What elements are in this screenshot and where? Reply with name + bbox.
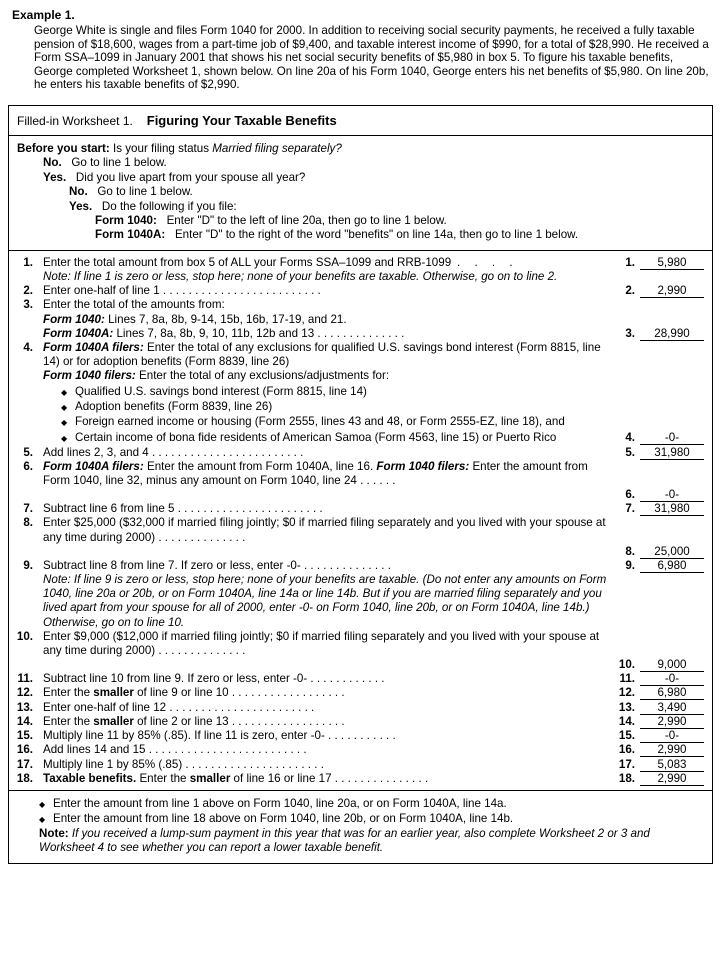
before-form1040-text: Enter "D" to the left of line 20a, then go to line 1 below. [166, 214, 447, 227]
before-sub-yes-line [69, 200, 704, 214]
line-ref-number: 13. [618, 700, 635, 714]
line-amount[interactable]: 2,990 [640, 743, 704, 757]
line-ref-number: 6. [625, 488, 635, 502]
bullet-icon: ◆ [61, 417, 68, 427]
line-amount[interactable]: 9,000 [640, 658, 704, 672]
form-1040a-text: Lines 7, 8a, 8b, 9, 10, 11b, 12b and 13 [116, 326, 315, 340]
line-text-main: Enter the total amount from box 5 of ALL your Forms SSA–1099 and RRB-1099 [43, 255, 452, 269]
line-text-main: Enter one-half of line 1 [43, 284, 160, 298]
line-number: 16. [16, 743, 33, 757]
line-text-emphasis: smaller [93, 714, 134, 728]
worksheet-line-6 [9, 460, 712, 488]
worksheet-line-10-amount-row [9, 658, 712, 672]
line-text-main: Add lines 14 and 15 [43, 743, 146, 757]
line-amount[interactable]: -0- [640, 431, 704, 445]
line-amount[interactable]: 5,083 [640, 758, 704, 772]
before-form1040-label: Form 1040: [95, 214, 157, 227]
line-number: 6. [23, 459, 33, 473]
line-ref-number: 8. [625, 544, 635, 558]
form-1040-filers-label: Form 1040 filers: [43, 369, 136, 383]
worksheet-line-1-note [9, 270, 712, 284]
before-no-line [43, 156, 704, 170]
before-sub-no-label: No. [69, 185, 88, 199]
spacer [640, 341, 704, 354]
worksheet-line-16 [9, 743, 712, 757]
worksheet-line-2 [9, 284, 712, 298]
line-text-main: Add lines 2, 3, and 4 [43, 445, 149, 459]
line-amount[interactable]: 6,980 [640, 559, 704, 573]
worksheet-line-11 [9, 672, 712, 686]
leader-dots: . . . . . . . . . . . . . . [314, 326, 405, 340]
line-ref-number: 18. [618, 771, 635, 785]
line-text [37, 715, 616, 729]
worksheet-line-3 [9, 298, 712, 312]
line-ref-number: 5. [625, 445, 635, 459]
before-form1040a-text: Enter "D" to the right of the word "benefits" on line 14a, then go to line 1 below. [174, 228, 579, 242]
worksheet-line-8-amount-row [9, 545, 712, 559]
leader-dots: . . . . . . . . . . . . . . . . . . . . . . . [174, 502, 323, 516]
line-6-body: Enter the amount from Form 1040A, line 16. [146, 459, 374, 473]
line-text [37, 701, 616, 715]
bullet-text: Certain income of bona fide residents of American Samoa (Form 4563, line 15) or Puerto Rico [75, 430, 557, 444]
leader-dots: . . . . . . . . . . . . . . . . . . . . . . . . . [159, 284, 321, 298]
worksheet-header-number: Filled-in Worksheet 1. [17, 113, 133, 128]
spacer [640, 298, 704, 311]
before-start-question-italic: Married filing separately? [212, 141, 342, 155]
line-6-text [37, 460, 616, 488]
example-title: Example 1. [12, 8, 75, 22]
bullet-icon: ◆ [61, 433, 68, 443]
worksheet-lines [9, 251, 712, 791]
example-block [8, 8, 713, 92]
worksheet-line-3-sub1 [9, 313, 712, 327]
line-ref-number: 2. [625, 284, 635, 298]
line-amount[interactable]: 2,990 [640, 715, 704, 729]
line-4-text-2 [37, 369, 616, 383]
before-start-label: Before you start: [17, 141, 110, 155]
line-number: 10. [16, 629, 33, 643]
leader-dots: . . . . . . . . . . . . . . [300, 558, 391, 572]
line-number: 1. [23, 255, 33, 269]
bullet-icon: ◆ [61, 402, 68, 412]
line-text-main: Multiply line 11 by 85% (.85). If line 11 is zero, enter -0- [43, 729, 325, 743]
form-1040a-filers-label: Form 1040A filers: [43, 459, 144, 473]
worksheet-footer [9, 791, 712, 863]
line-number: 7. [23, 502, 33, 516]
line-text-main: Subtract line 10 from line 9. If zero or less, enter -0- [43, 672, 308, 686]
line-9-note-text: Note: If line 9 is zero or less, stop here; none of your benefits are taxable. (Do not enter any amounts on Form 1040, line 20a or 20b, or on Form 1040A, line 14a or line 14b. But if you are married filing separately and you lived apart from your spouse for all of 2000, enter -0- on Form 1040, line 20b, or on Form 1040A, line 14b.) Otherwise, go on to line 10. [43, 573, 607, 629]
leader-dots: . . . . . . . . . . . . . . . . . . [228, 686, 345, 700]
line-amount[interactable]: 3,490 [640, 701, 704, 715]
line-text-prefix: Enter the [136, 771, 190, 785]
before-you-start-section [9, 136, 712, 251]
worksheet-header [9, 106, 712, 136]
worksheet-line-18 [9, 772, 712, 786]
spacer [640, 460, 704, 473]
line-text [37, 686, 616, 700]
line-amount[interactable]: 2,990 [640, 772, 704, 786]
taxable-benefits-label: Taxable benefits. [43, 771, 137, 785]
line-number: 12. [16, 686, 33, 700]
footer-note-text: If you received a lump-sum payment in this year that was for an earlier year, also complete Worksheet 2 or 3 and Worksheet 4 to see whether you can report a lower taxable benefit. [39, 826, 650, 855]
worksheet-line-4-b [9, 369, 712, 383]
form-1040a-label: Form 1040A: [43, 326, 114, 340]
line-amount[interactable]: -0- [640, 488, 704, 502]
line-ref-number: 9. [625, 558, 635, 572]
line-amount[interactable]: 31,980 [640, 446, 704, 460]
bullet-text: Adoption benefits (Form 8839, line 26) [75, 399, 273, 413]
worksheet-line-6-amount-row [9, 488, 712, 502]
line-ref-number: 17. [618, 757, 635, 771]
line-ref-number: 4. [625, 430, 635, 444]
worksheet-line-4-bullets-wrap [9, 384, 712, 431]
form-1040-filers-label: Form 1040 filers: [376, 459, 470, 473]
worksheet-line-7 [9, 502, 712, 516]
leader-dots: . . . . . . . . . . . . [307, 672, 385, 686]
list-item [43, 431, 616, 446]
line-text [37, 630, 616, 658]
line-text-emphasis: smaller [189, 771, 231, 785]
line-text-prefix: Enter the [43, 686, 94, 700]
line-ref-number: 7. [625, 502, 635, 516]
line-number: 3. [23, 298, 33, 312]
line-ref-number: 3. [625, 326, 635, 340]
before-form1040a-line [95, 228, 704, 242]
leader-dots: . . . . . . . . . . . [324, 729, 396, 743]
worksheet-line-17 [9, 758, 712, 772]
bullet-icon: ◆ [39, 799, 46, 809]
list-item [43, 385, 616, 400]
line-text [37, 256, 616, 270]
leader-dots: . . . . . . . . . . . . . . . . . . . . . . [182, 757, 324, 771]
line-text-main: Subtract line 6 from line 5 [43, 502, 175, 516]
list-item [43, 400, 616, 415]
line-text-emphasis: smaller [93, 686, 134, 700]
before-sub-yes-text: Do the following if you file: [101, 199, 237, 213]
line-4-text [37, 341, 616, 369]
worksheet-line-9 [9, 559, 712, 573]
worksheet-box [8, 105, 713, 864]
before-sub-no-line [69, 185, 704, 199]
bullet-icon: ◆ [61, 387, 68, 397]
spacer [640, 516, 704, 529]
spacer [640, 573, 704, 586]
before-no-text: Go to line 1 below. [71, 156, 167, 170]
line-number: 13. [16, 700, 33, 714]
spacer [640, 270, 704, 283]
line-ref-number: 14. [618, 714, 635, 728]
line-amount[interactable]: -0- [640, 729, 704, 743]
line-number: 17. [16, 757, 33, 771]
form-1040-label: Form 1040: [43, 312, 105, 326]
line-ref-number: 12. [618, 686, 635, 700]
line-amount[interactable]: 2,990 [640, 284, 704, 298]
line-amount[interactable]: 6,980 [640, 686, 704, 700]
line-text-suffix: of line 2 or line 13 [133, 714, 229, 728]
line-text-main: Multiply line 1 by 85% (.85) [43, 757, 183, 771]
spacer [640, 369, 704, 382]
line-number: 11. [17, 672, 33, 686]
list-item [43, 415, 616, 430]
line-amount[interactable]: -0- [640, 672, 704, 686]
before-yes-text: Did you live apart from your spouse all year? [75, 170, 306, 184]
line-text-suffix: of line 9 or line 10 [133, 686, 229, 700]
leader-dots: . . . . . . . . . . . . . . . . . . . . . . . . [148, 445, 304, 459]
before-sub-yes-label: Yes. [69, 199, 93, 213]
leader-dots: . . . . [451, 255, 516, 269]
line-3-sub2 [37, 327, 616, 341]
line-text [37, 672, 616, 686]
line-text [37, 772, 616, 786]
line-ref-number: 10. [618, 658, 635, 672]
example-body: George White is single and files Form 1040 for 2000. In addition to receiving social security payments, he received a fully taxable pension of $18,600, wages from a part-time job of $9,400, and taxable interest income of $990, for a total of $28,990. He received a Form SSA–1099 in January 2001 that shows his net social security benefits of $5,980 in box 5. To figure his taxable benefits, George completed Worksheet 1, shown below. On line 20a of his Form 1040, George enters his net benefits of $5,980. On line 20b, he enters his taxable benefits of $2,990. [34, 24, 709, 92]
list-item [19, 797, 702, 812]
line-ref-number: 15. [618, 729, 635, 743]
leader-dots: . . . . . . . . . . . . . . . . . . . . . . . . . [145, 743, 307, 757]
spacer [640, 630, 704, 643]
line-4-bullet-4 [37, 431, 616, 446]
line-number: 15. [16, 729, 33, 743]
line-number: 14. [16, 714, 33, 728]
worksheet-line-9-note [9, 573, 712, 630]
line-amount[interactable]: 5,980 [640, 256, 704, 270]
worksheet-line-14 [9, 715, 712, 729]
worksheet-line-15 [9, 729, 712, 743]
line-4-bullets [37, 385, 616, 430]
line-number: 5. [23, 445, 33, 459]
worksheet-line-1 [9, 256, 712, 270]
line-4-body-2: Enter the total of any exclusions/adjustments for: [139, 369, 390, 383]
line-4-body: Enter the total of any exclusions for qualified U.S. savings bond interest (Form 8815, line 14) or for adoption benefits (Form 8839, line 26) [43, 341, 601, 369]
worksheet-line-12 [9, 686, 712, 700]
line-text-main: Subtract line 8 from line 7. If zero or less, enter -0- [43, 558, 301, 572]
line-text-main: Enter one-half of line 12 [43, 700, 167, 714]
leader-dots: . . . . . . . . . . . . . . [155, 530, 246, 544]
line-amount[interactable]: 31,980 [640, 502, 704, 516]
form-1040a-filers-label: Form 1040A filers: [43, 341, 144, 355]
footer-bullet-2: Enter the amount from line 18 above on Form 1040, line 20b, or on Form 1040A, line 14b. [53, 811, 514, 825]
line-number: 18. [16, 771, 33, 785]
worksheet-line-8 [9, 516, 712, 544]
bullet-icon: ◆ [39, 814, 46, 824]
before-sub-no-text: Go to line 1 below. [97, 185, 193, 199]
spacer [640, 313, 704, 326]
bullet-text: Qualified U.S. savings bond interest (Form 8815, line 14) [75, 384, 367, 398]
line-number: 8. [23, 516, 33, 530]
line-number: 2. [23, 284, 33, 298]
worksheet-line-4-last-bullet [9, 431, 712, 446]
line-text: Enter the total of the amounts from: [43, 298, 225, 312]
line-ref-number: 1. [625, 255, 635, 269]
leader-dots: . . . . . . . . . . . . . . . . . . [228, 714, 345, 728]
line-text-main: Enter $25,000 ($32,000 if married filing jointly; $0 if married filing separately and you lived with your spouse at any time during 2000) [43, 516, 606, 544]
line-ref-number: 16. [618, 743, 635, 757]
line-amount[interactable]: 28,990 [640, 327, 704, 341]
before-form1040a-label: Form 1040A: [95, 228, 166, 242]
before-yes-label: Yes. [43, 170, 67, 184]
line-ref-number: 11. [619, 672, 635, 686]
worksheet-line-3-sub2 [9, 327, 712, 341]
line-text-prefix: Enter the [43, 714, 94, 728]
line-1-note-text: Note: If line 1 is zero or less, stop here; none of your benefits are taxable. Otherwise, go on to line 2. [43, 270, 558, 284]
footer-note-label: Note: [39, 826, 69, 840]
line-number: 4. [23, 341, 33, 355]
line-text [37, 758, 616, 772]
before-form1040-line [95, 214, 704, 228]
before-yes-line [43, 171, 704, 185]
line-text [37, 743, 616, 757]
line-number: 9. [23, 558, 33, 572]
before-start-question: Is your filing status [113, 141, 210, 155]
worksheet-line-13 [9, 701, 712, 715]
leader-dots: . . . . . . [356, 474, 396, 488]
line-text [37, 446, 616, 460]
line-text [37, 284, 616, 298]
worksheet-line-5 [9, 446, 712, 460]
leader-dots: . . . . . . . . . . . . . . . . . . . . . . . [166, 700, 315, 714]
line-amount[interactable]: 25,000 [640, 545, 704, 559]
line-3-sub1 [37, 313, 616, 327]
before-start-line [17, 142, 704, 156]
line-text [37, 516, 616, 544]
footer-note [19, 827, 702, 856]
leader-dots: . . . . . . . . . . . . . . . [331, 771, 429, 785]
line-text-suffix: of line 16 or line 17 [230, 771, 332, 785]
list-item [19, 812, 702, 827]
footer-bullet-1: Enter the amount from line 1 above on Form 1040, line 20a, or on Form 1040A, line 14a. [53, 796, 507, 810]
form-1040-text: Lines 7, 8a, 8b, 9-14, 15b, 16b, 17-19, and 21. [108, 312, 347, 326]
line-text-main: Enter $9,000 ($12,000 if married filing jointly; $0 if married filing separately and you lived with your spouse at any time during 2000) [43, 629, 600, 658]
line-text [37, 559, 616, 573]
bullet-text: Foreign earned income or housing (Form 2555, lines 43 and 48, or Form 2555-EZ, line 18), and [75, 414, 565, 428]
line-text [37, 502, 616, 516]
line-text [37, 729, 616, 743]
worksheet-header-title: Figuring Your Taxable Benefits [146, 112, 337, 128]
leader-dots: . . . . . . . . . . . . . . [155, 644, 246, 658]
before-no-label: No. [43, 156, 62, 170]
worksheet-line-4 [9, 341, 712, 369]
line-6-body-2: Enter the amount from Form 1040, line 32, minus any amount on Form 1040, line 24 [43, 459, 588, 488]
spacer [640, 384, 704, 397]
worksheet-line-10 [9, 630, 712, 658]
